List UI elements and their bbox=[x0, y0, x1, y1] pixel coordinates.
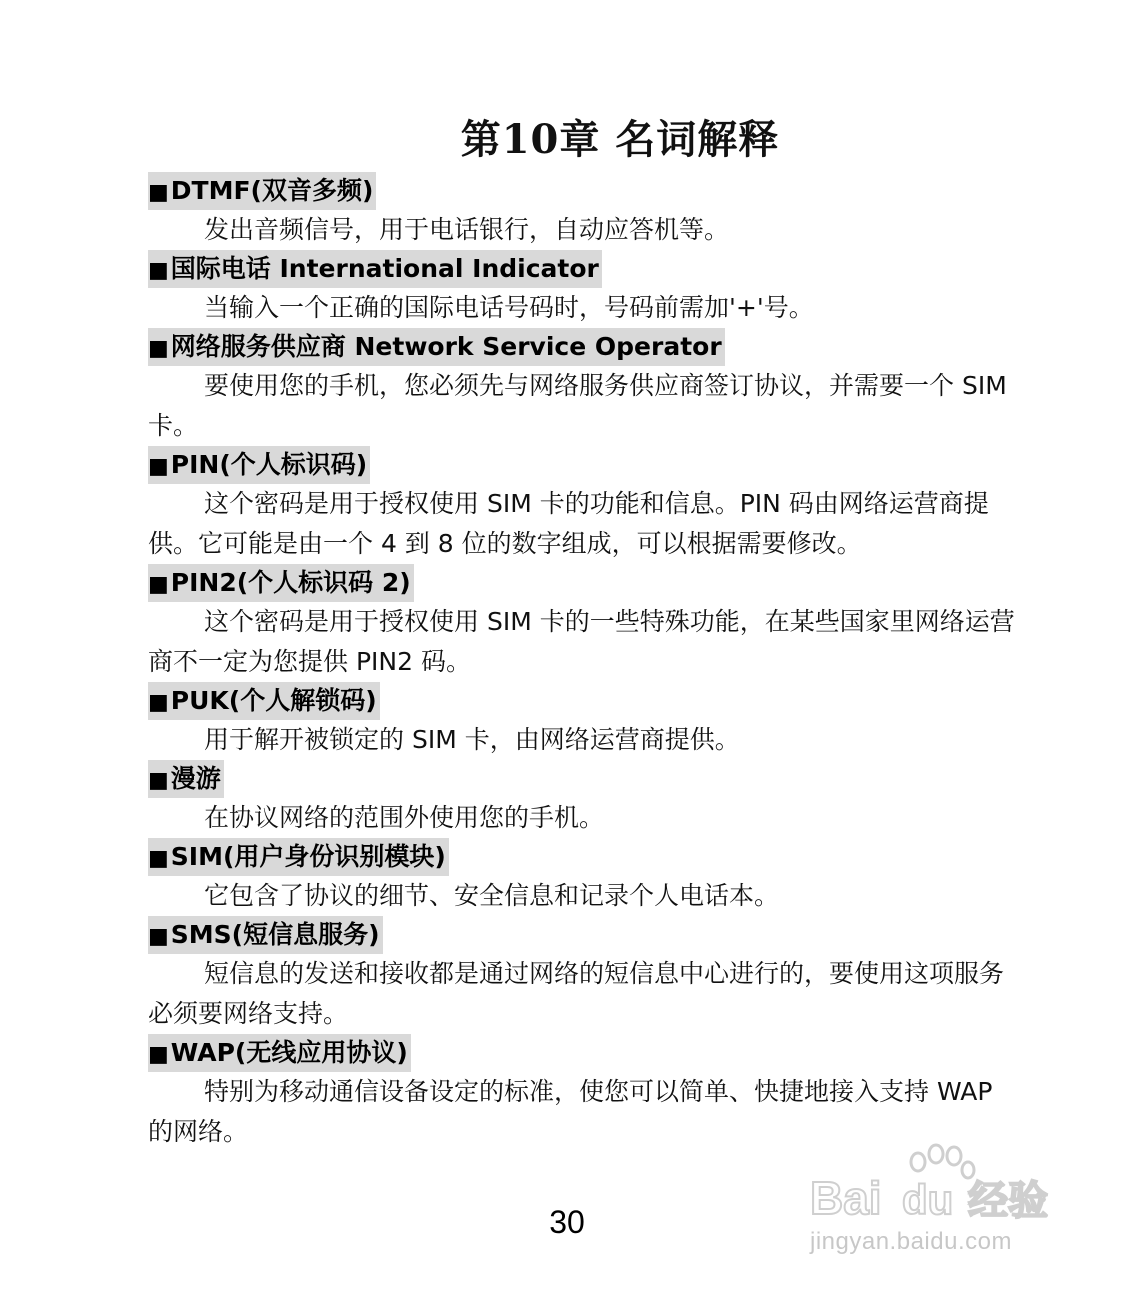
term-heading bbox=[148, 1034, 411, 1072]
bullet-square-icon: ■ bbox=[148, 1042, 169, 1067]
bullet-square-icon: ■ bbox=[148, 336, 169, 361]
term-definition: 发出音频信号，用于电话银行，自动应答机等。 bbox=[204, 215, 730, 244]
term-definition: 这个密码是用于授权使用 SIM 卡的一些特殊功能，在某些国家里网络运营商不一定为您提供 PIN2 码。 bbox=[148, 607, 1015, 676]
glossary-entry-pin bbox=[148, 446, 1020, 564]
bullet-square-icon: ■ bbox=[148, 180, 169, 205]
term-heading-text: PIN(个人标识码) bbox=[170, 450, 368, 479]
term-definition: 用于解开被锁定的 SIM 卡，由网络运营商提供。 bbox=[204, 725, 740, 754]
bullet-square-icon: ■ bbox=[148, 258, 169, 283]
term-definition: 在协议网络的范围外使用您的手机。 bbox=[204, 803, 605, 832]
baidu-jingyan-watermark bbox=[806, 1142, 1066, 1257]
term-heading-text: PIN2(个人标识码 2) bbox=[170, 568, 411, 597]
term-heading bbox=[148, 328, 725, 366]
glossary-entry-dtmf bbox=[148, 172, 1020, 250]
bullet-square-icon: ■ bbox=[148, 454, 169, 479]
term-heading-text: SIM(用户身份识别模块) bbox=[170, 842, 446, 871]
term-heading-text: 国际电话 International Indicator bbox=[170, 254, 599, 283]
bullet-square-icon: ■ bbox=[148, 846, 169, 871]
bullet-square-icon: ■ bbox=[148, 572, 169, 597]
glossary-entry-roaming bbox=[148, 760, 1020, 838]
term-definition: 要使用您的手机，您必须先与网络服务供应商签订协议，并需要一个 SIM 卡。 bbox=[148, 371, 1007, 440]
watermark-url: jingyan.baidu.com bbox=[810, 1228, 1012, 1255]
glossary-entry-sms bbox=[148, 916, 1020, 1034]
term-heading-text: 漫游 bbox=[170, 764, 221, 793]
glossary-entry-pin2 bbox=[148, 564, 1020, 682]
glossary-list bbox=[148, 172, 1020, 1152]
glossary-entry-wap bbox=[148, 1034, 1020, 1152]
term-definition: 特别为移动通信设备设定的标准，使您可以简单、快捷地接入支持 WAP 的网络。 bbox=[148, 1077, 993, 1146]
term-definition: 短信息的发送和接收都是通过网络的短信息中心进行的，要使用这项服务必须要网络支持。 bbox=[148, 959, 1005, 1028]
page-title bbox=[0, 112, 1134, 168]
svg-text:Bai: Bai bbox=[810, 1172, 882, 1224]
term-heading bbox=[148, 916, 383, 954]
bullet-square-icon: ■ bbox=[148, 690, 169, 715]
term-heading bbox=[148, 760, 224, 798]
term-heading bbox=[148, 682, 380, 720]
bullet-square-icon: ■ bbox=[148, 768, 169, 793]
term-heading-text: 网络服务供应商 Network Service Operator bbox=[170, 332, 722, 361]
term-definition: 当输入一个正确的国际电话号码时，号码前需加'+'号。 bbox=[204, 293, 814, 322]
chapter-title: 第10章 名词解释 bbox=[460, 116, 780, 163]
term-heading-text: WAP(无线应用协议) bbox=[170, 1038, 408, 1067]
term-heading-text: DTMF(双音多频) bbox=[170, 176, 374, 205]
term-heading-text: SMS(短信息服务) bbox=[170, 920, 380, 949]
glossary-entry-sim bbox=[148, 838, 1020, 916]
glossary-entry-international-indicator bbox=[148, 250, 1020, 328]
page-number: 30 bbox=[549, 1204, 585, 1240]
glossary-entry-puk bbox=[148, 682, 1020, 760]
svg-text:du: du bbox=[902, 1176, 954, 1223]
bullet-square-icon: ■ bbox=[148, 924, 169, 949]
term-heading bbox=[148, 838, 449, 876]
term-heading-text: PUK(个人解锁码) bbox=[170, 686, 377, 715]
term-heading bbox=[148, 446, 370, 484]
term-heading bbox=[148, 250, 602, 288]
term-definition: 这个密码是用于授权使用 SIM 卡的功能和信息。PIN 码由网络运营商提供。它可能是由一个 4 到 8 位的数字组成，可以根据需要修改。 bbox=[148, 489, 989, 558]
term-heading bbox=[148, 564, 414, 602]
term-heading bbox=[148, 172, 376, 210]
term-definition: 它包含了协议的细节、安全信息和记录个人电话本。 bbox=[204, 881, 780, 910]
glossary-entry-network-operator bbox=[148, 328, 1020, 446]
baidu-paw-logo-icon bbox=[806, 1142, 1066, 1232]
svg-text:经验: 经验 bbox=[968, 1179, 1048, 1223]
